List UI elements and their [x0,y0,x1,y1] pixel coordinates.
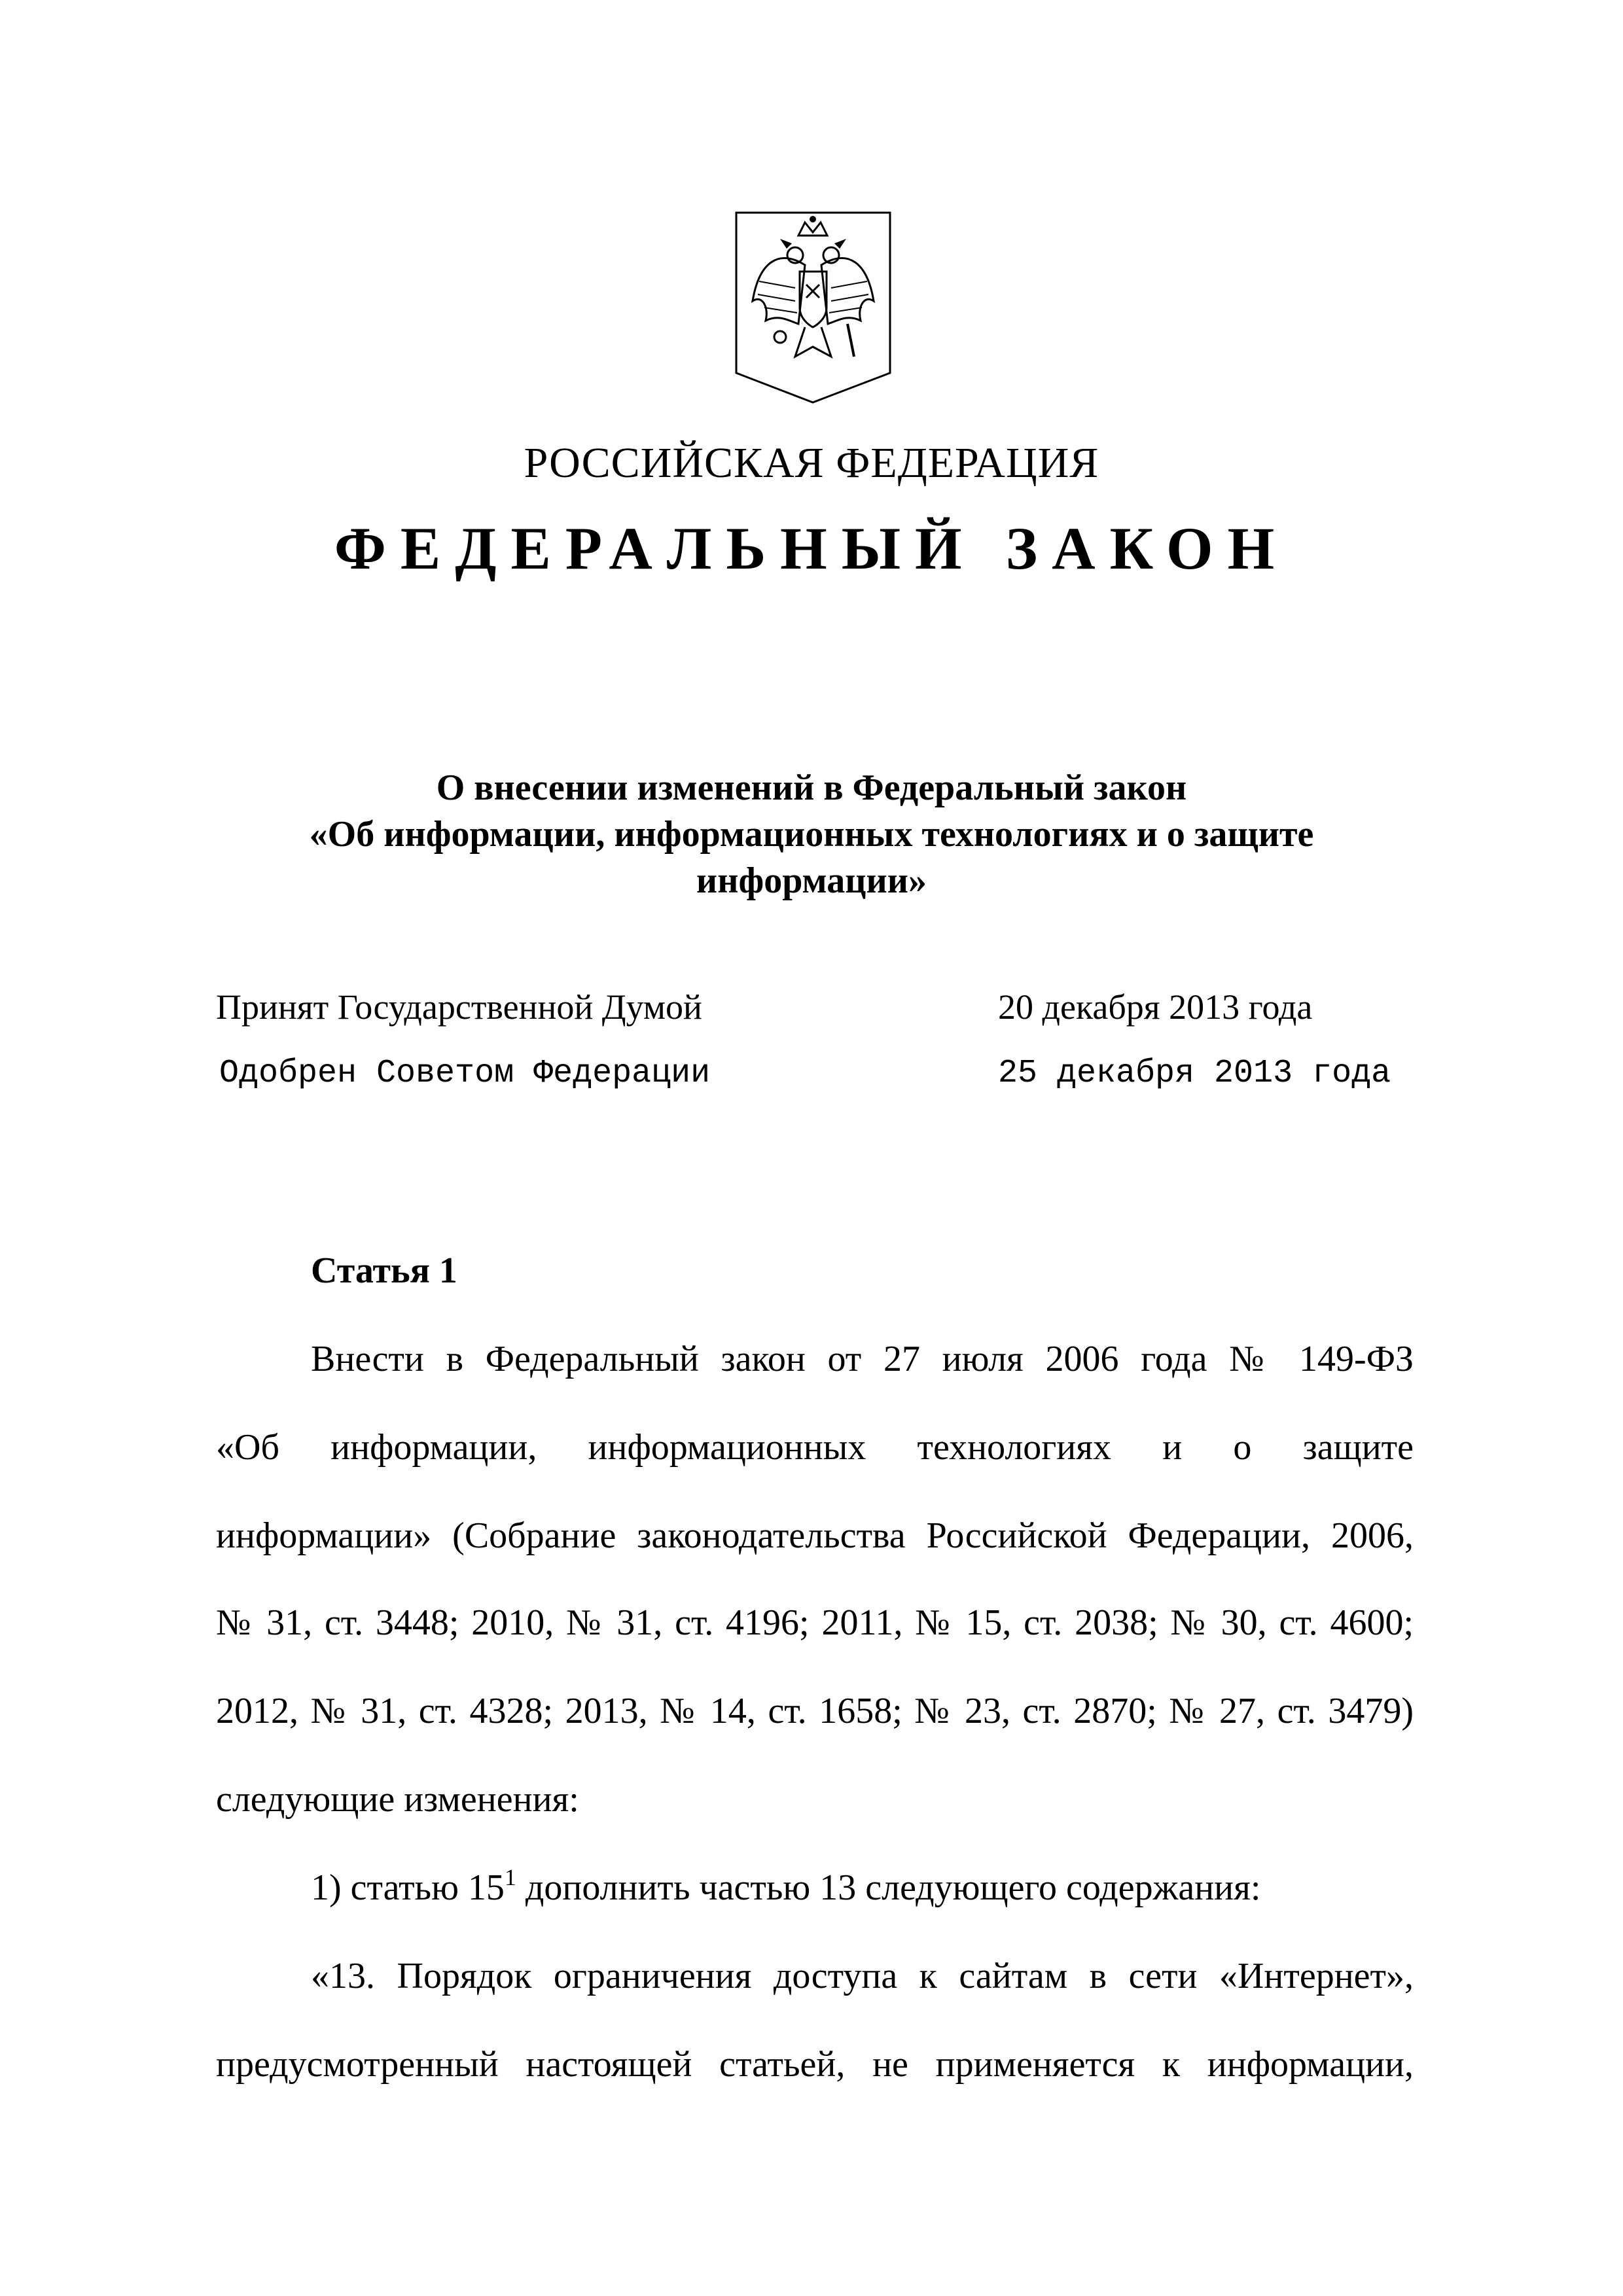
russian-coat-of-arms-icon [733,209,893,406]
law-title-line: информации» [696,860,927,901]
document-type: ФЕДЕРАЛЬНЫЙ ЗАКОН [334,515,1289,582]
approval-council-label: Одобрен Советом Федерации [219,1055,711,1092]
country-name: РОССИЙСКАЯ ФЕДЕРАЦИЯ [524,439,1099,487]
paragraph-line: № 31, ст. 3448; 2010, № 31, ст. 4196; 2011, № 15, ст. 2038; № 30, ст. 4600; [216,1602,1414,1643]
adoption-duma-date: 20 декабря 2013 года [998,987,1313,1027]
list-item-suffix: дополнить частью 13 следующего содержания: [516,1867,1261,1908]
paragraph-line: предусмотренный настоящей статьей, не применяется к информации, [216,2044,1414,2085]
article-heading: Статья 1 [311,1250,457,1291]
list-item-prefix: 1) статью 15 [311,1867,505,1908]
paragraph-line: 2012, № 31, ст. 4328; 2013, № 14, ст. 1658; № 23, ст. 2870; № 27, ст. 3479) [216,1691,1414,1731]
paragraph-line: следующие изменения: [216,1779,579,1820]
list-item [311,1864,1414,1909]
paragraph-line: «13. Порядок ограничения доступа к сайтам в сети «Интернет», [311,1956,1414,1996]
paragraph-line: информации» (Собрание законодательства Российской Федерации, 2006, [216,1515,1414,1556]
law-title-line: «Об информации, информационных технологиях и о защите [309,814,1314,855]
law-title-line: О внесении изменений в Федеральный закон [436,768,1187,808]
adoption-duma-label: Принят Государственной Думой [216,987,702,1027]
approval-council-date: 25 декабря 2013 года [998,1055,1391,1092]
paragraph-line: «Об информации, информационных технологиях и о защите [216,1427,1414,1468]
superscript: 1 [504,1864,516,1890]
paragraph-line: Внести в Федеральный закон от 27 июля 2006 года № 149-ФЗ [311,1339,1414,1379]
